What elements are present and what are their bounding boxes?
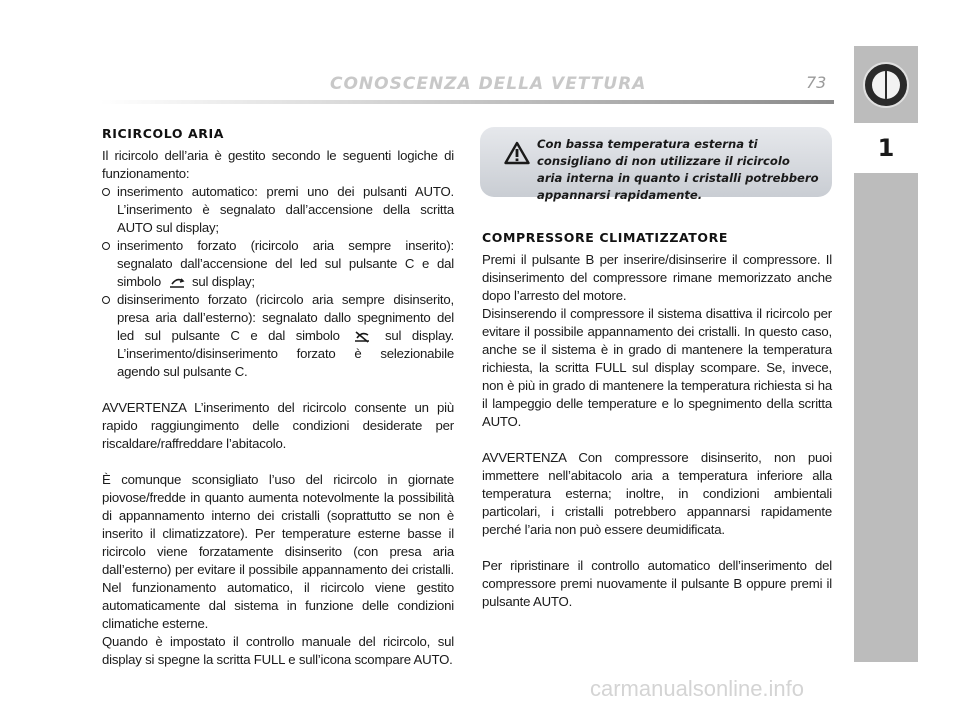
- section-title-ricircolo: RICIRCOLO ARIA: [102, 126, 225, 141]
- brand-logo-icon: [863, 62, 909, 108]
- ricircolo-intro: Il ricircolo dell’aria è gestito secondo le seguenti logiche di funzionamento:: [102, 148, 454, 181]
- recirculation-on-icon: [168, 276, 186, 289]
- ricircolo-paragraph-manual: Quando è impostato il controllo manuale del ricircolo, sul display si spegne la scritta FULL e sull’icona scompare AUTO.: [102, 634, 454, 667]
- header-rule: [100, 100, 834, 104]
- recirculation-off-icon: [353, 330, 371, 343]
- compressore-restore-paragraph: Per ripristinare il controllo automatico dell’inserimento del compressore premi nuovamente il pulsante B oppure premi il pulsante AUTO.: [482, 558, 832, 609]
- bullet-text: inserimento forzato (ricircolo aria sempre inserito): segnalato dall’accensione del led sul pulsante C e dal simbolo: [117, 238, 454, 289]
- bullet-text-tail: sul display;: [191, 274, 255, 289]
- bullet-text: inserimento automatico: premi uno dei pulsanti AUTO. L’inserimento è segnalato dall’accensione della scritta AUTO sul display;: [117, 184, 454, 235]
- bullet-circle-icon: [102, 296, 110, 304]
- left-column: [102, 126, 454, 669]
- section-title-compressore: COMPRESSORE CLIMATIZZATORE: [482, 230, 729, 245]
- compressore-paragraph: Premi il pulsante B per inserire/disinserire il compressore. Il disinserimento del compressore rimane memorizzato anche dopo l’arresto del motore.: [482, 252, 832, 303]
- bullet-item: [102, 291, 454, 381]
- bullet-circle-icon: [102, 242, 110, 250]
- chapter-number: 1: [854, 123, 918, 173]
- bullet-item: [102, 183, 454, 237]
- bullet-circle-icon: [102, 188, 110, 196]
- ricircolo-warning-paragraph: AVVERTENZA L’inserimento del ricircolo consente un più rapido raggiungimento delle condizioni desiderate per riscaldare/raffreddare l’abitacolo.: [102, 400, 454, 451]
- compressore-warning-paragraph: AVVERTENZA Con compressore disinserito, non puoi immettere nell’abitacolo aria a temperatura inferiore alla temperatura esterna; inoltre, in condizioni ambientali particolari, i cristalli potrebbero appannarsi rapidamente perché l’aria non può essere deumidificata.: [482, 450, 832, 537]
- watermark: carmanualsonline.info: [590, 676, 805, 701]
- page-header-title: CONOSCENZA DELLA VETTURA: [330, 74, 647, 94]
- warning-text: Con bassa temperatura esterna ti consigliano di non utilizzare il ricircolo aria interna in quanto i cristalli potrebbero appannarsi rapidamente.: [537, 137, 819, 202]
- ricircolo-paragraph: È comunque sconsigliato l’uso del ricircolo in giornate piovose/fredde in quanto aumenta notevolmente la possibilità di appannamento interno dei cristalli (soprattutto se non è inserito il climatizzatore). Per temperature esterne basse il ricircolo viene forzatamente disinserito (con presa aria dall’esterno) per evitare il possibile appannamento dei cristalli. Nel funzionamento automatico, il ricircolo viene gestito automaticamente dal sistema in funzione delle condizioni climatiche esterne.: [102, 472, 454, 631]
- bullet-text-tail: sul display. L’inserimento/disinserimento forzato è selezionabile agendo sul pulsante C.: [117, 328, 454, 379]
- warning-box: [480, 127, 832, 202]
- compressore-paragraph: Disinserendo il compressore il sistema disattiva il ricircolo per evitare il possibile appannamento dei cristalli. In questo caso, anche se il sistema è in grado di mantenere la temperatura richiesta, la scritta FULL sul display scompare. Se, invece, non è più in grado di mantenere la temperatura richiesta si ha il lampeggio delle temperature e lo spegnimento della scritta AUTO.: [482, 306, 832, 429]
- page-number: 73: [806, 73, 827, 92]
- bullet-item: [102, 237, 454, 291]
- bullet-text: disinserimento forzato (ricircolo aria sempre disinserito, presa aria dall’esterno): segnalato dallo spegnimento del led sul pulsante C e dal simbolo: [117, 292, 454, 343]
- warning-triangle-icon: [504, 141, 530, 165]
- right-column: [482, 230, 832, 611]
